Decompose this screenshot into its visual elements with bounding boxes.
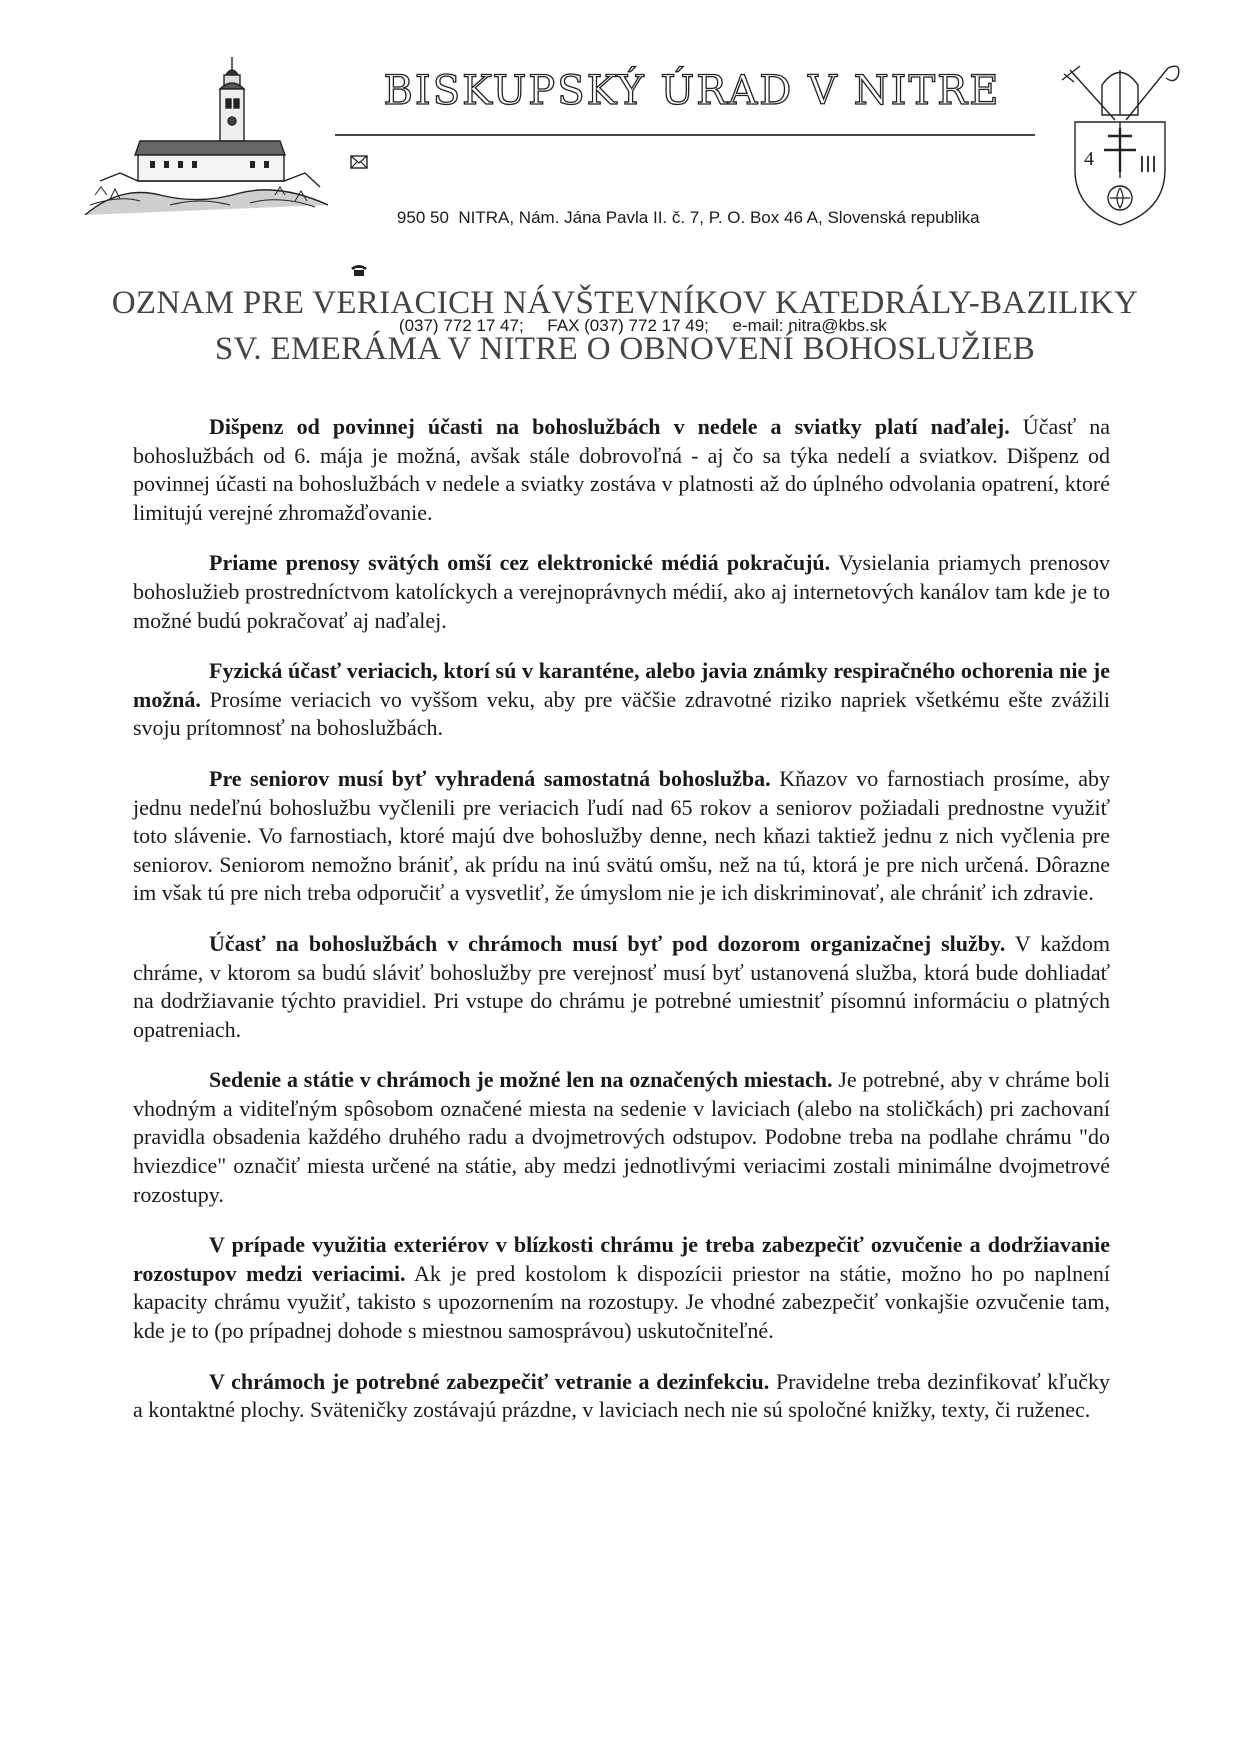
paragraph-heading: V chrámoch je potrebné zabezpečiť vetranie a dezinfekciu. [209,1368,770,1394]
phone-text: (037) 772 17 47; FAX (037) 772 17 49; e-mail: nitra@kbs.sk [398,316,887,335]
paragraph [133,1231,1110,1345]
paragraph-text: Vysielania priamych prenosov bohoslužieb prostredníctvom katolíckych a verejnoprávnych médií, ako aj internetových kanálov tam kde je to možné budú pokračovať aj naďalej. [133,550,1111,633]
envelope-icon [350,155,368,169]
paragraph-heading: Priame prenosy svätých omší cez elektronické médiá pokračujú. [209,550,831,576]
paragraph [133,657,1110,743]
paragraph-text: Účasť na bohoslužbách od 6. mája je možná, avšak stále dobrovoľná - aj čo sa týka nedelí a sviatkov. Dišpenz od povinnej účasti na bohoslužbách v nedele a sviatky zostáva v platnosti až do úplného odvolania opatrení, ktoré limitujú verejné zhromažďovanie. [133,414,1110,525]
organization-name: BISKUPSKÝ ÚRAD V NITRE [383,68,1001,114]
paragraph [133,1066,1110,1209]
notice-body [133,413,1110,1425]
svg-text:4: 4 [1084,148,1094,170]
paragraph-heading: Fyzická účasť veriacich, ktorí sú v karanténe, alebo javia známky respiračného ochorenia nie je možná. [133,658,1110,712]
paragraph-heading: V prípade využitia exteriérov v blízkosti chrámu je treba zabezpečiť ozvučenie a dodržiavanie rozostupov medzi veriacimi. [133,1232,1110,1286]
paragraph-heading: Pre seniorov musí byť vyhradená samostatná bohoslužba. [209,765,771,791]
paragraph-text: Je potrebné, aby v chráme boli vhodným a viditeľným spôsobom označené miesta na sedenie v laviciach (alebo na stoličkách) pri zachovaní pravidla obsadenia každého druhého radu a dvojmetrových odstupov. Podobne treba na podlahe chrámu "do hviezdice" označiť miesta určené na státie, aby medzi jednotlivými veriacimi zostali minimálne dvojmetrové rozostupy. [133,1067,1111,1207]
title-line-2: SV. EMERÁMA V NITRE O OBNOVENÍ BOHOSLUŽIEB [214,331,1036,367]
notice-title [60,280,1190,372]
paragraph-text: Ak je pred kostolom k dispozícii priestor na státie, možno ho po naplnení kapacity chrámu využiť, takisto s upozornením na rozostupy. Je vhodné zabezpečiť vonkajšie ozvučenie tam, kde je to (po prípadnej dohode s miestnou samosprávou) uskutočniteľné. [133,1260,1110,1344]
paragraph [133,1368,1110,1425]
address-line [352,150,1032,258]
paragraph-text: Prosíme veriacich vo vyššom veku, aby pre väčšie zdravotné riziko napriek všetkému ešte zvážili svoju prítomnosť na bohoslužbách. [133,686,1110,741]
paragraph-text: V každom chráme, v ktorom sa budú sláviť bohoslužby pre verejnosť musí byť ustanovená služba, ktorá bude dohliadať na dodržiavanie týchto pravidiel. Pri vstupe do chrámu je potrebné umiestniť písomnú informáciu o platných opatreniach. [133,930,1110,1042]
paragraph-text: Kňazov vo farnostiach prosíme, aby jednu nedeľnú bohoslužbu vyčlenili pre veriacich ľudí nad 65 rokov a seniorov požiadali prednostne využiť toto slávenie. Vo farnostiach, ktoré majú dve bohoslužby denne, nech kňazi taktiež jednu z nich vyčlenia pre seniorov. Seniorom nemožno brániť, ak prídu na inú svätú omšu, než na tú, ktorá je pre nich určená. Dôrazne im však tú pre nich treba odporučiť a vysvetliť, že úmyslom nie je ich diskriminovať, ale chrániť ich zdravie. [133,765,1110,906]
paragraph-heading: Účasť na bohoslužbách v chrámoch musí byť pod dozorom organizačnej služby. [209,930,1006,956]
paragraph [133,413,1110,527]
nitra-castle-illustration [80,55,330,215]
paragraph [133,930,1110,1044]
paragraph [133,765,1110,908]
telephone-icon [350,263,368,277]
paragraph-text: Pravidelne treba dezinfikovať kľučky a kontaktné plochy. Sväteničky zostávajú prázdne, v laviciach nech nie sú spoločné knižky, texty, či ruženec. [133,1368,1110,1423]
paragraph-heading: Sedenie a státie v chrámoch je možné len na označených miestach. [209,1067,833,1093]
paragraph [133,549,1110,635]
paragraph-heading: Dišpenz od povinnej účasti na bohoslužbách v nedele a sviatky platí naďalej. [209,414,1010,439]
coat-of-arms-emblem [1050,60,1190,230]
header-rule [335,134,1035,136]
address-text: 950 50 NITRA, Nám. Jána Pavla II. č. 7, P. O. Box 46 A, Slovenská republika [396,208,980,227]
title-line-1: OZNAM PRE VERIACICH NÁVŠTEVNÍKOV KATEDRÁLY-BAZILIKY [111,285,1139,321]
